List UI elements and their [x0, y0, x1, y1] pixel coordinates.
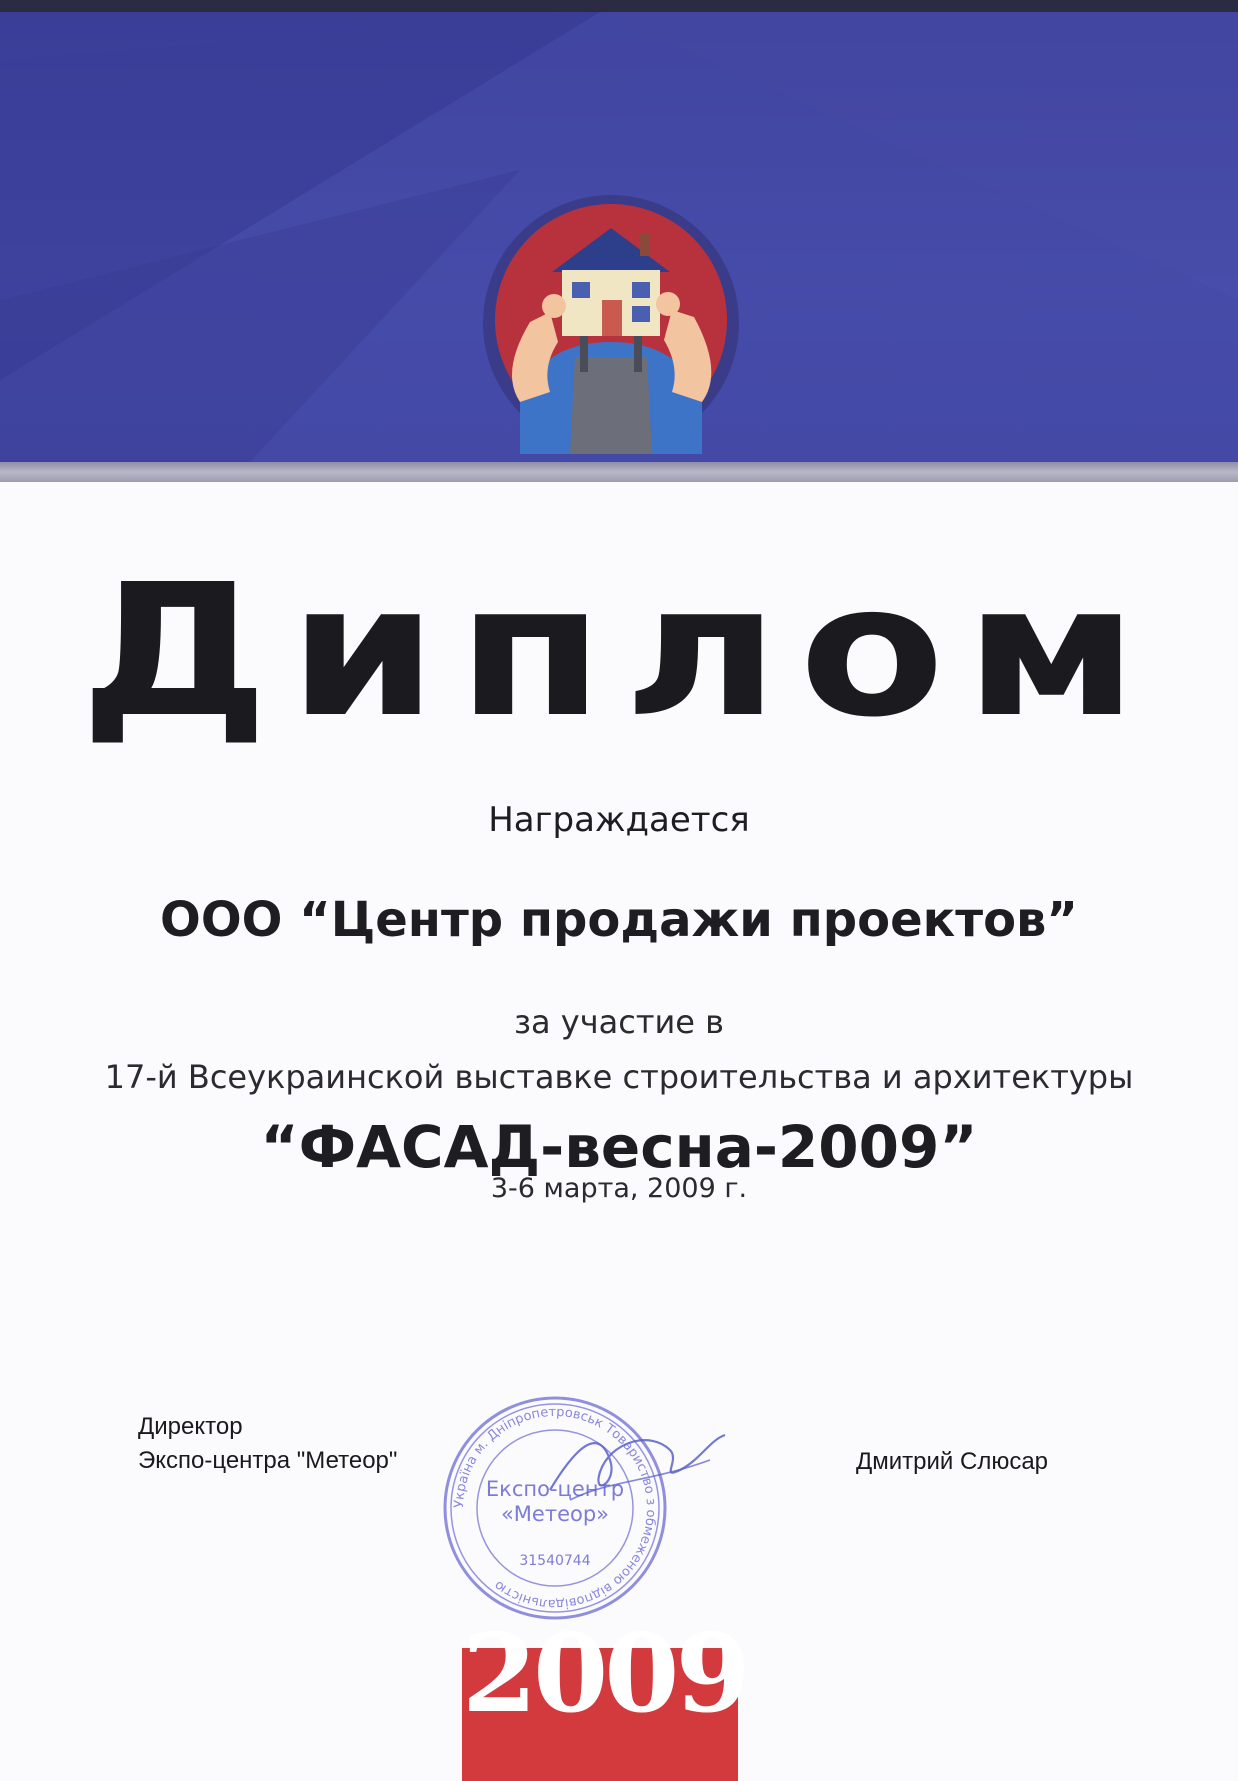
event-dates: 3-6 марта, 2009 г. [490, 1173, 748, 1204]
footer-year: 2009 [462, 1611, 747, 1737]
signatory-title [138, 1410, 397, 1478]
signatory-position: Директор [138, 1413, 243, 1440]
signatory-name: Дмитрий Слюсар [856, 1448, 1049, 1475]
recipient-name: ООО “Центр продажи проектов” [160, 892, 1078, 948]
stamp-center-line1: Експо-центр [485, 1477, 625, 1501]
event-name: “ФАСАД-весна-2009” [260, 1113, 978, 1181]
diploma-title: Диплом [79, 544, 1159, 757]
stamp-center-line2: «Метеор» [500, 1502, 610, 1526]
header-banner [0, 0, 1238, 482]
banner-gray-stripe [0, 462, 1238, 482]
participation-text: за участие в [514, 1003, 724, 1041]
signatory-organization: Экспо-центра "Метеор" [138, 1447, 398, 1474]
handwritten-signature [540, 1420, 730, 1520]
awarded-label: Награждается [488, 800, 750, 840]
exhibition-text: 17-й Всеукраинской выставке строительства и архитектуры [104, 1058, 1134, 1096]
house-mascot-emblem [480, 192, 742, 454]
stamp-ring-text: Україна м. Дніпропетровськ Товариство з обмеженою відповідальністю [451, 1404, 659, 1612]
stamp-code: 31540744 [519, 1553, 591, 1569]
